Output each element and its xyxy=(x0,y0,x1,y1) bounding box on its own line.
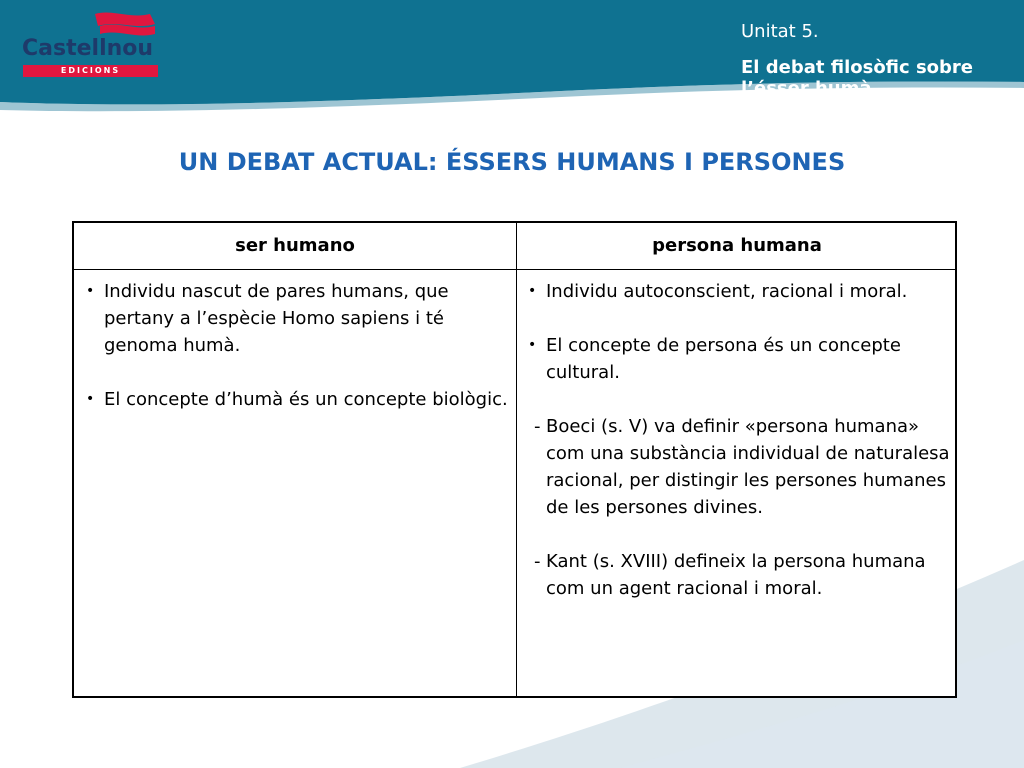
list-item-text: Individu autoconscient, racional i moral. xyxy=(546,281,908,302)
column-divider xyxy=(516,223,517,696)
bullet-icon: • xyxy=(86,391,95,407)
dash-icon: - xyxy=(534,551,541,572)
right-column-content xyxy=(526,278,951,629)
header-row-divider xyxy=(74,269,955,270)
unit-title: El debat filosòfic sobre l’ésser humà xyxy=(741,57,974,99)
unit-label: Unitat 5. xyxy=(741,21,819,42)
slide-title: UN DEBAT ACTUAL: ÉSSERS HUMANS I PERSONES xyxy=(178,148,846,176)
list-item-text: Individu nascut de pares humans, que pertany a l’espècie Homo sapiens i té genoma humà. xyxy=(104,281,449,356)
bullet-icon: • xyxy=(528,337,537,353)
list-item xyxy=(84,278,509,359)
note-item xyxy=(526,413,951,521)
bullet-icon: • xyxy=(86,283,95,299)
list-item-text: El concepte d’humà és un concepte biològic. xyxy=(104,389,508,410)
logo-subtitle: EDICIONS xyxy=(23,65,158,77)
list-item xyxy=(84,386,509,413)
note-text: Boeci (s. V) va definir «persona humana» com una substància individual de naturalesa racional, per distingir les persones humanes de les persones divines. xyxy=(546,416,950,518)
left-column-content xyxy=(84,278,509,440)
note-item xyxy=(526,548,951,602)
list-item xyxy=(526,278,951,305)
logo-wordmark: Castellnou xyxy=(22,36,154,61)
header-persona-humana: persona humana xyxy=(652,235,822,256)
comparison-table xyxy=(72,221,957,698)
publisher-logo xyxy=(22,8,162,78)
list-item xyxy=(526,332,951,386)
dash-icon: - xyxy=(534,416,541,437)
note-text: Kant (s. XVIII) defineix la persona humana com un agent racional i moral. xyxy=(546,551,926,599)
header-ser-humano: ser humano xyxy=(235,235,355,256)
list-item-text: El concepte de persona és un concepte cultural. xyxy=(546,335,901,383)
bullet-icon: • xyxy=(528,283,537,299)
